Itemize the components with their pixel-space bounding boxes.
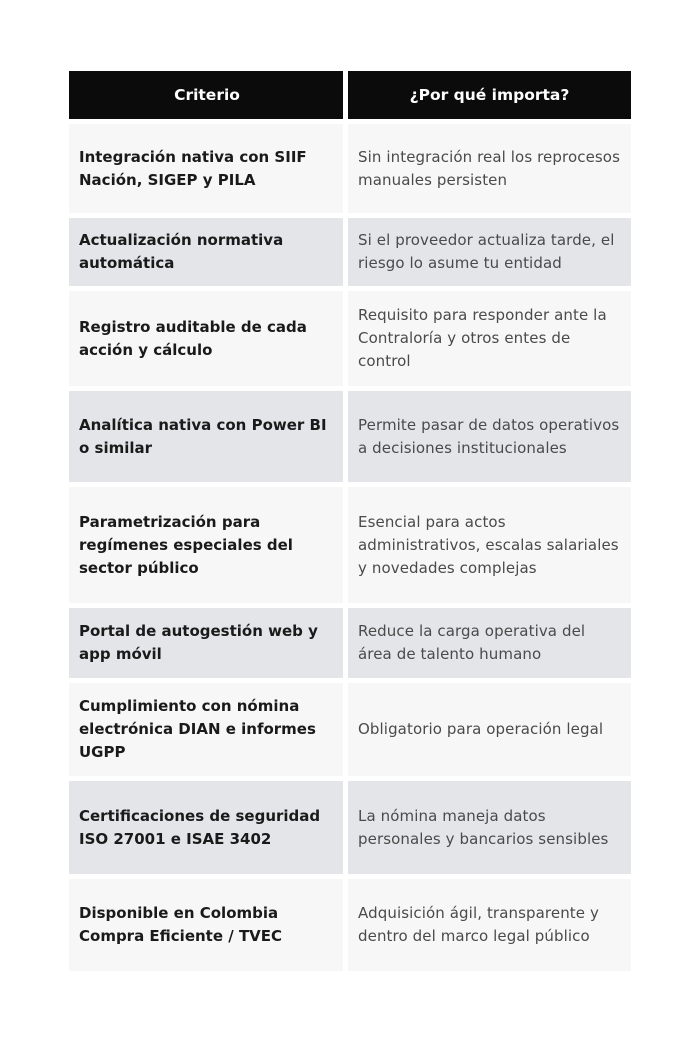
criterio-cell: Integración nativa con SIIF Nación, SIGEP y PILA <box>69 124 343 213</box>
header-por-que-importa: ¿Por qué importa? <box>348 71 631 119</box>
criterio-cell: Certificaciones de seguridad ISO 27001 e ISAE 3402 <box>69 781 343 874</box>
table-row <box>69 218 631 286</box>
criterio-cell: Actualización normativa automática <box>69 218 343 286</box>
table-row <box>69 781 631 874</box>
table-row <box>69 879 631 971</box>
table-row <box>69 124 631 213</box>
importa-cell: Esencial para actos administrativos, escalas salariales y novedades complejas <box>348 487 631 603</box>
table-row <box>69 291 631 386</box>
importa-cell: Reduce la carga operativa del área de talento humano <box>348 608 631 678</box>
importa-cell: Si el proveedor actualiza tarde, el riesgo lo asume tu entidad <box>348 218 631 286</box>
importa-cell: Obligatorio para operación legal <box>348 683 631 776</box>
importa-cell: Adquisición ágil, transparente y dentro del marco legal público <box>348 879 631 971</box>
table-row <box>69 608 631 678</box>
criterio-cell: Registro auditable de cada acción y cálculo <box>69 291 343 386</box>
criterio-cell: Disponible en Colombia Compra Eficiente / TVEC <box>69 879 343 971</box>
header-criterio: Criterio <box>69 71 343 119</box>
importa-cell: Sin integración real los reprocesos manuales persisten <box>348 124 631 213</box>
importa-cell: La nómina maneja datos personales y bancarios sensibles <box>348 781 631 874</box>
importa-cell: Requisito para responder ante la Contraloría y otros entes de control <box>348 291 631 386</box>
table-row <box>69 683 631 776</box>
criteria-table <box>69 71 631 976</box>
criterio-cell: Portal de autogestión web y app móvil <box>69 608 343 678</box>
criterio-cell: Analítica nativa con Power BI o similar <box>69 391 343 482</box>
importa-cell: Permite pasar de datos operativos a decisiones institucionales <box>348 391 631 482</box>
table-header-row <box>69 71 631 119</box>
criterio-cell: Cumplimiento con nómina electrónica DIAN e informes UGPP <box>69 683 343 776</box>
table-row <box>69 391 631 482</box>
criterio-cell: Parametrización para regímenes especiales del sector público <box>69 487 343 603</box>
table-row <box>69 487 631 603</box>
